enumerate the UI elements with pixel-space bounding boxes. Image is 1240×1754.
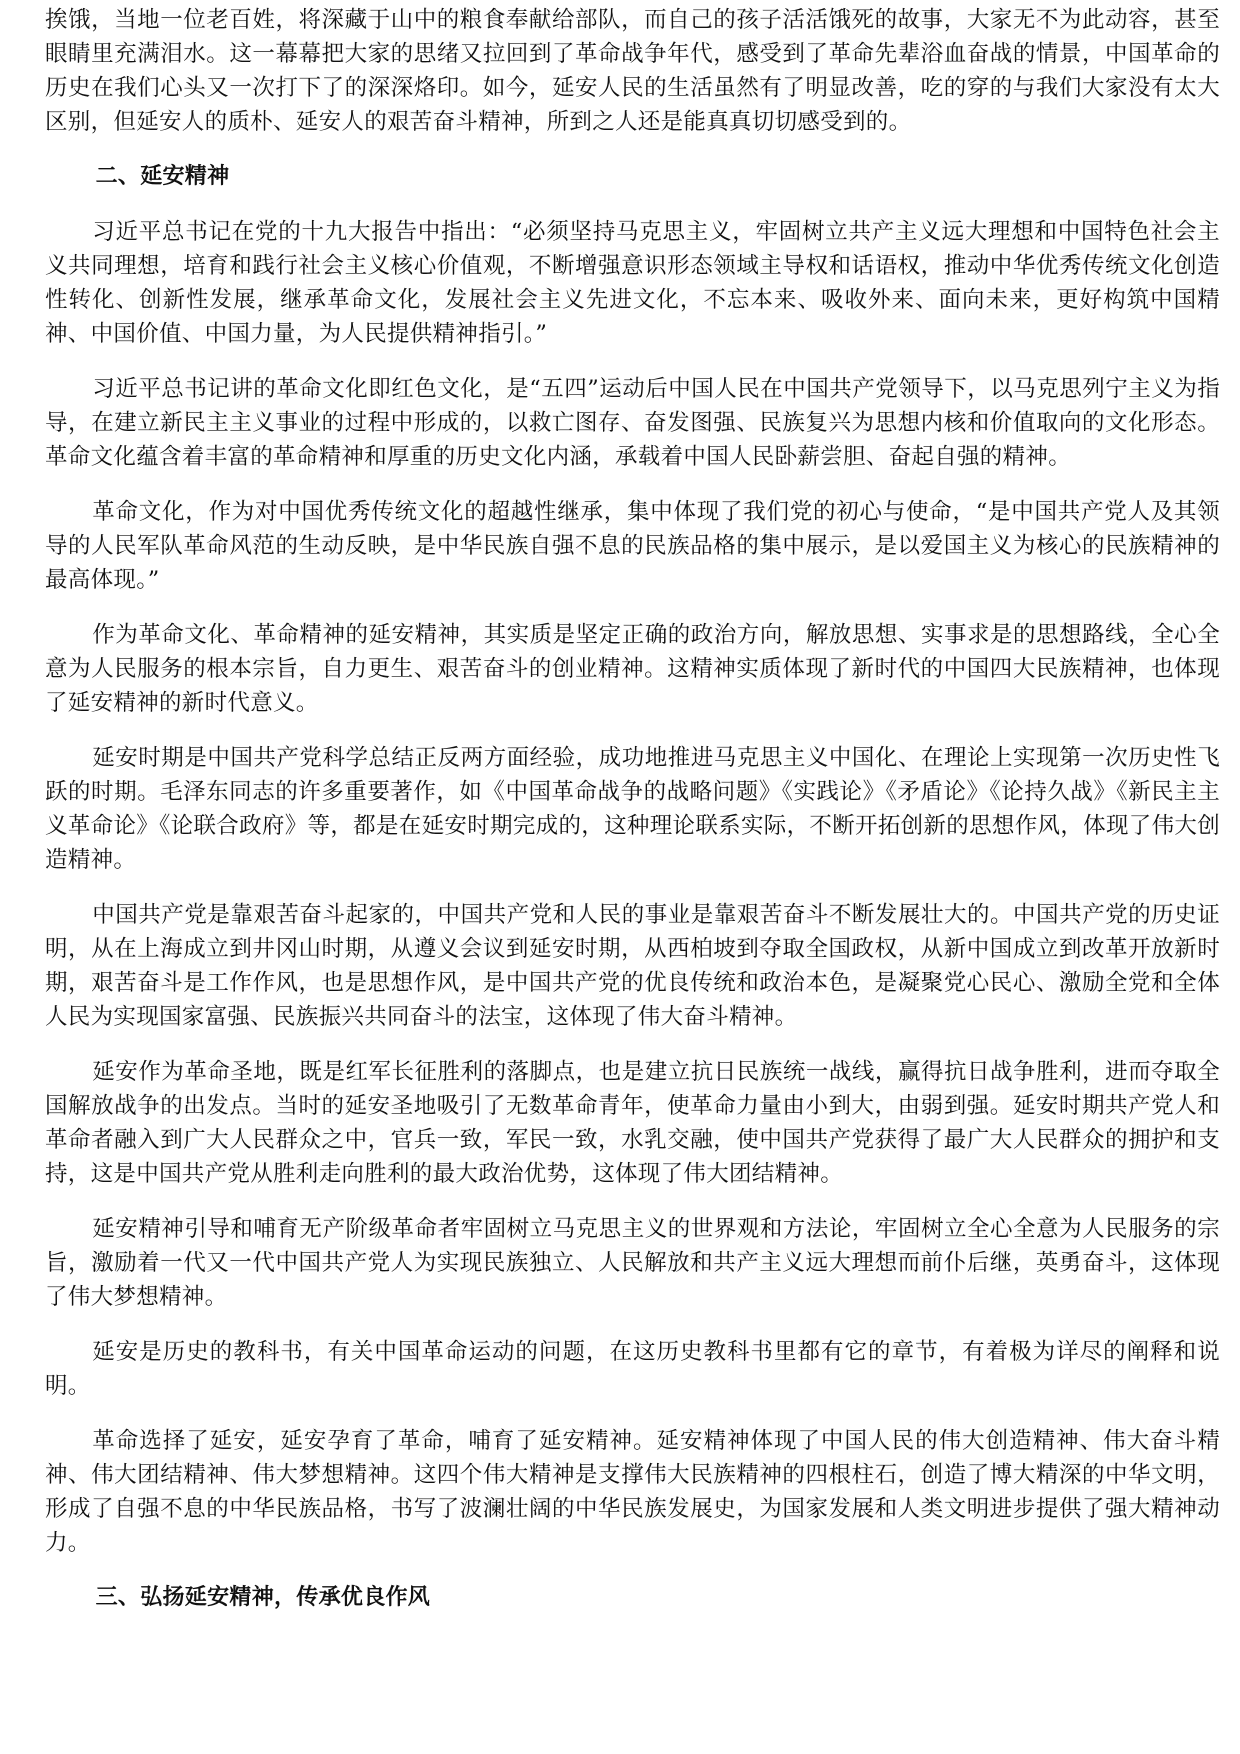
- paragraph-unity-spirit: 延安作为革命圣地，既是红军长征胜利的落脚点，也是建立抗日民族统一战线，赢得抗日战争胜利，进而夺取全国解放战争的出发点。当时的延安圣地吸引了无数革命青年，使革命力量由小到大，由弱到强。延安时期共产党人和革命者融入到广大人民群众之中，官兵一致，军民一致，水乳交融，使中国共产党获得了最广大人民群众的拥护和支持，这是中国共产党从胜利走向胜利的最大政治优势，这体现了伟大团结精神。: [45, 1059, 1220, 1187]
- paragraph-yanan-spirit-essence: 作为革命文化、革命精神的延安精神，其实质是坚定正确的政治方向，解放思想、实事求是的思想路线，全心全意为人民服务的根本宗旨，自力更生、艰苦奋斗的创业精神。这精神实质体现了新时代的中国四大民族精神，也体现了延安精神的新时代意义。: [45, 622, 1220, 716]
- section-heading-carry-forward: 三、弘扬延安精神，传承优良作风: [95, 1585, 431, 1610]
- document-page: [45, 0, 1220, 1636]
- section-heading-yanan-spirit: 二、延安精神: [95, 164, 230, 189]
- paragraph-struggle-spirit: 中国共产党是靠艰苦奋斗起家的，中国共产党和人民的事业是靠艰苦奋斗不断发展壮大的。中国共产党的历史证明，从在上海成立到井冈山时期，从遵义会议到延安时期，从西柏坡到夺取全国政权，从新中国成立到改革开放新时期，艰苦奋斗是工作作风，也是思想作风，是中国共产党的优良传统和政治本色，是凝聚党心民心、激励全党和全体人民为实现国家富强、民族振兴共同奋斗的法宝，这体现了伟大奋斗精神。: [45, 902, 1220, 1030]
- paragraph-history-textbook: 延安是历史的教科书，有关中国革命运动的问题，在这历史教科书里都有它的章节，有着极为详尽的阐释和说明。: [45, 1339, 1220, 1399]
- paragraph-creative-spirit: 延安时期是中国共产党科学总结正反两方面经验，成功地推进马克思主义中国化、在理论上实现第一次历史性飞跃的时期。毛泽东同志的许多重要著作，如《中国革命战争的战略问题》《实践论》《矛盾论》《论持久战》《新民主主义革命论》《论联合政府》等，都是在延安时期完成的，这种理论联系实际，不断开拓创新的思想作风，体现了伟大创造精神。: [45, 745, 1220, 873]
- paragraph-nineteenth-congress-quote: 习近平总书记在党的十九大报告中指出：“必须坚持马克思主义，牢固树立共产主义远大理想和中国特色社会主义共同理想，培育和践行社会主义核心价值观，不断增强意识形态领域主导权和话语权，推动中华优秀传统文化创造性转化、创新性发展，继承革命文化，发展社会主义先进文化，不忘本来、吸收外来、面向未来，更好构筑中国精神、中国价值、中国力量，为人民提供精神指引。”: [45, 219, 1220, 347]
- paragraph-dream-spirit: 延安精神引导和哺育无产阶级革命者牢固树立马克思主义的世界观和方法论，牢固树立全心全意为人民服务的宗旨，激励着一代又一代中国共产党人为实现民族独立、人民解放和共产主义远大理想而前仆后继，英勇奋斗，这体现了伟大梦想精神。: [45, 1216, 1220, 1310]
- paragraph-revolutionary-culture: 习近平总书记讲的革命文化即红色文化，是“五四”运动后中国人民在中国共产党领导下，以马克思列宁主义为指导，在建立新民主主义事业的过程中形成的，以救亡图存、奋发图强、民族复兴为思想内核和价值取向的文化形态。革命文化蕴含着丰富的革命精神和厚重的历史文化内涵，承载着中国人民卧薪尝胆、奋起自强的精神。: [45, 376, 1220, 470]
- paragraph-four-great-spirits: 革命选择了延安，延安孕育了革命，哺育了延安精神。延安精神体现了中国人民的伟大创造精神、伟大奋斗精神、伟大团结精神、伟大梦想精神。这四个伟大精神是支撑伟大民族精神的四根柱石，创造了博大精深的中华文明，形成了自强不息的中华民族品格，书写了波澜壮阔的中华民族发展史，为国家发展和人类文明进步提供了强大精神动力。: [45, 1428, 1220, 1556]
- paragraph-continuation: 挨饿，当地一位老百姓，将深藏于山中的粮食奉献给部队，而自己的孩子活活饿死的故事，大家无不为此动容，甚至眼睛里充满泪水。这一幕幕把大家的思绪又拉回到了革命战争年代，感受到了革命先辈浴血奋战的情景，中国革命的历史在我们心头又一次打下了的深深烙印。如今，延安人民的生活虽然有了明显改善，吃的穿的与我们大家没有太大区别，但延安人的质朴、延安人的艰苦奋斗精神，所到之人还是能真真切切感受到的。: [45, 7, 1220, 135]
- paragraph-cultural-inheritance: 革命文化，作为对中国优秀传统文化的超越性继承，集中体现了我们党的初心与使命，“是中国共产党人及其领导的人民军队革命风范的生动反映，是中华民族自强不息的民族品格的集中展示，是以爱国主义为核心的民族精神的最高体现。”: [45, 499, 1220, 593]
